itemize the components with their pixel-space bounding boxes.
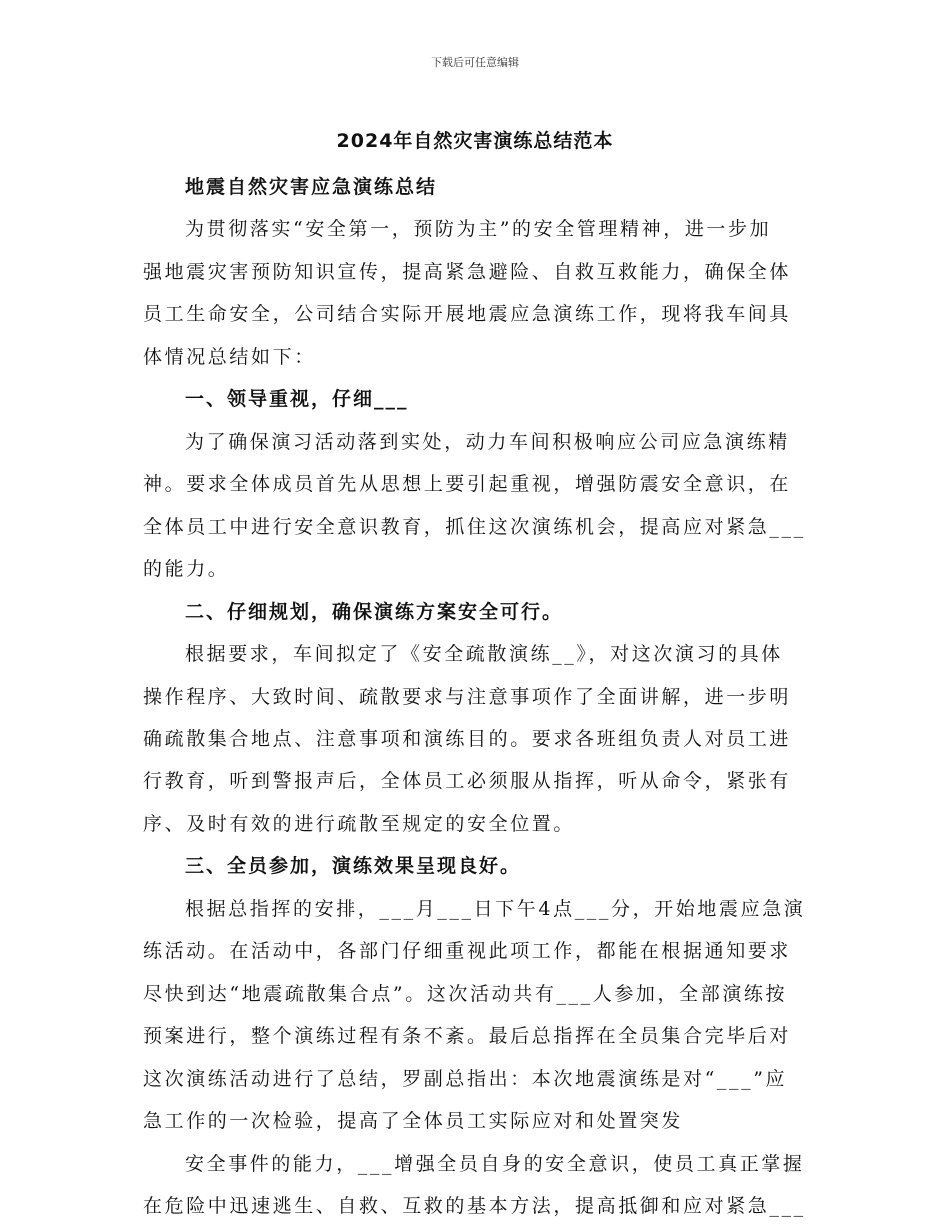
paragraph-line: 强地震灾害预防知识宣传，提高紧急避险、自救互救能力，确保全体 [143,260,792,283]
paragraph-line: 序、及时有效的进行疏散至规定的安全位置。 [143,812,576,835]
paragraph-line: 根据总指挥的安排，___月___日下午4点___分，开始地震应急演 [185,897,806,920]
section-heading-1: 一、领导重视，仔细___ [185,388,409,411]
paragraph-line: 安全事件的能力，___增强全员自身的安全意识，使员工真正掌握 [185,1152,805,1175]
header-note: 下载后可任意编辑 [431,56,519,69]
paragraph-line: 行教育，听到警报声后，全体员工必须服从指挥，听从命令，紧张有 [143,770,792,793]
section-heading-3: 三、全员参加，演练效果呈现良好。 [185,855,522,878]
section-heading-2: 二、仔细规划，确保演练方案安全可行。 [185,600,564,623]
section-subtitle: 地震自然灾害应急演练总结 [185,176,438,198]
paragraph-line: 全体员工中进行安全意识教育，抓住这次演练机会，提高应对紧急___ [143,515,806,538]
paragraph-line: 员工生命安全，公司结合实际开展地震应急演练工作，现将我车间具 [143,303,792,326]
paragraph-line: 为贯彻落实“安全第一，预防为主”的安全管理精神，进一步加 [185,218,772,241]
paragraph-line: 根据要求，车间拟定了《安全疏散演练__》，对这次演习的具体 [185,643,783,666]
paragraph-line: 操作程序、大致时间、疏散要求与注意事项作了全面讲解，进一步明 [143,685,792,708]
paragraph-line: 尽快到达“地震疏散集合点”。这次活动共有___人参加，全部演练按 [143,982,788,1005]
paragraph-line: 这次演练活动进行了总结，罗副总指出：本次地震演练是对“___”应 [143,1067,788,1090]
paragraph-line: 急工作的一次检验，提高了全体员工实际应对和处置突发 [143,1110,684,1133]
paragraph-line: 为了确保演习活动落到实处，动力车间积极响应公司应急演练精 [185,430,790,453]
document-title: 2024年自然灾害演练总结范本 [336,130,614,152]
paragraph-line: 的能力。 [143,558,230,581]
paragraph-line: 在危险中迅速逃生、自救、互救的基本方法，提高抵御和应对紧急___ [143,1195,806,1217]
paragraph-line: 确疏散集合地点、注意事项和演练目的。要求各班组负责人对员工进 [143,727,792,750]
paragraph-line: 练活动。在活动中，各部门仔细重视此项工作，都能在根据通知要求 [143,940,792,963]
paragraph-line: 体情况总结如下： [143,345,316,368]
paragraph-line: 神。要求全体成员首先从思想上要引起重视，增强防震安全意识，在 [143,473,792,496]
paragraph-line: 预案进行，整个演练过程有条不紊。最后总指挥在全员集合完毕后对 [143,1025,792,1048]
